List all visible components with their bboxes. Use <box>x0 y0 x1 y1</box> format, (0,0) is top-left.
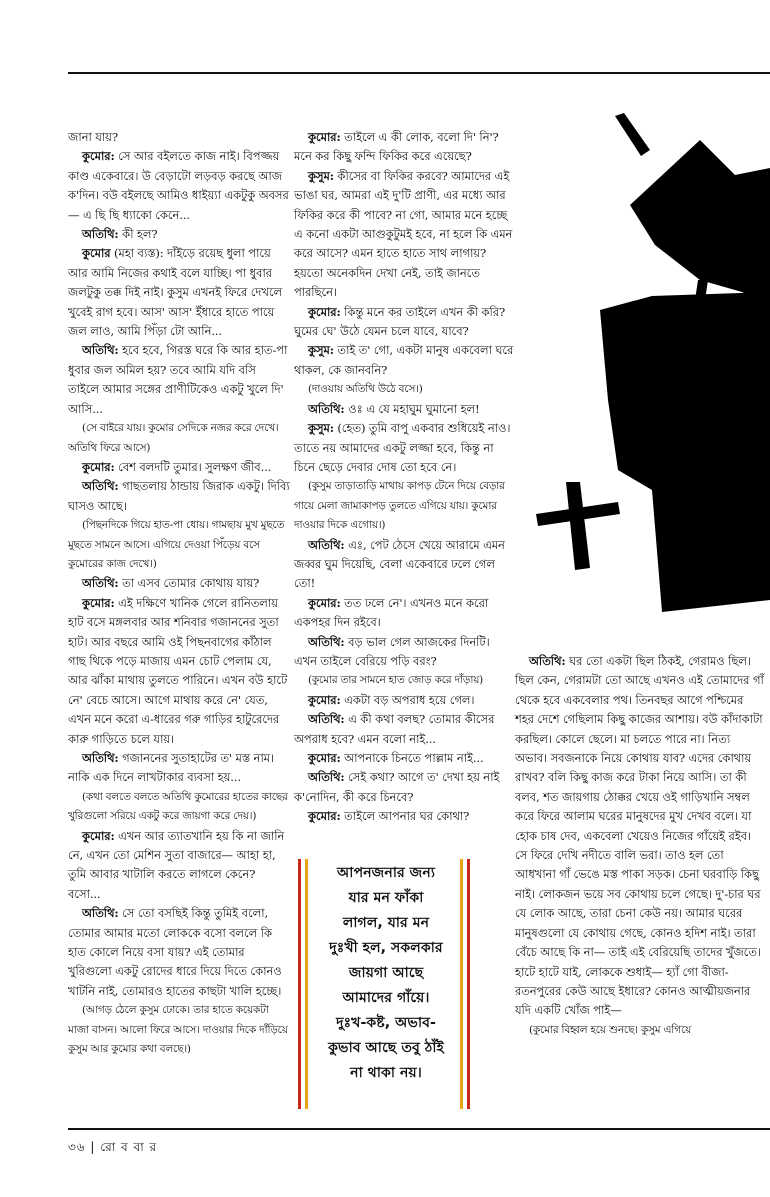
line-text: তত ঢলে নে'। এখনও মনে করো একপহর দিন রইবে। <box>294 595 489 630</box>
dialogue-line <box>294 710 514 749</box>
speaker-name: অতিথি: <box>82 343 119 358</box>
speaker-name: কুমোর: <box>308 130 341 144</box>
speaker-name: অতিথি: <box>82 906 119 921</box>
line-text: (সে বাইরে যায়। কুমোর সেদিকে নজর করে দেখে। অতিথি ফিরে আসে) <box>68 422 279 454</box>
speaker-name: অতিথি: <box>82 227 119 242</box>
speaker-name: অতিথি: <box>529 654 566 668</box>
dialogue-line <box>68 827 290 905</box>
dialogue-line <box>294 167 514 303</box>
dialogue-line <box>294 341 514 380</box>
speaker-name: কুমোর: <box>82 149 115 164</box>
bottom-rule <box>68 1128 770 1130</box>
pull-quote-stripe-red-right <box>467 859 470 1109</box>
dialogue-line <box>294 807 514 826</box>
speaker-name: কুমোর: <box>82 828 115 843</box>
line-text: সে তো বসছিই কিন্তু তুমিই বলো, তোমার আমার মতো লোককে বসো বললে কি হাত কোলে নিয়ে বসা যায়? এই তোমার খুরিগুলো একটু রোদের ধারে দিয়ে দিতে কোনও খাটনি নাই, তোমারও হাতের কাছটা খালি হচ্ছে। <box>68 906 282 998</box>
speaker-name: কুসুম: <box>308 343 334 358</box>
dialogue-line <box>294 419 514 477</box>
line-text: সেই কথা? আগে ত' দেখা হয় নাই ক'নোদিন, কী করে চিনবে? <box>294 770 500 804</box>
dialogue-line <box>294 768 514 807</box>
stage-direction <box>294 380 514 399</box>
line-text: তা এসব তোমার কোথায় যায়? <box>118 576 260 591</box>
line-text: (কথা বলতে বলতে অতিথি কুমোরের হাতের কাছের খুরিগুলো সরিয়ে একটু করে জায়গা করে দেয়।) <box>68 790 288 823</box>
page-footer <box>68 1139 157 1159</box>
stage-direction <box>294 477 514 535</box>
speaker-name: অতিথি: <box>308 634 345 649</box>
stage-direction <box>515 1021 765 1040</box>
line-text: তাইলে আপনার ঘর কোথা? <box>340 809 470 824</box>
dialogue-line <box>294 594 514 633</box>
dialogue-line <box>294 128 514 167</box>
speaker-name: অতিথি: <box>82 751 119 765</box>
speaker-name: কুসুম: <box>308 421 334 436</box>
line-text: এখন আর ত্যাতখানি হয় কি না জানি নে, এখন তো মেশিন সুতা বাজারে— আহা হা, তুমি আবার খাটালি করতে লাগলে কেনে? বসো... <box>68 828 285 901</box>
line-text: এ কী কথা বলছ? তোমার কীসের অপরাধ হবে? এমন বলো নাই... <box>294 712 495 746</box>
speaker-name: কুমোর <box>82 246 111 261</box>
speaker-name: কুমোর: <box>82 595 115 610</box>
dialogue-line <box>68 341 290 419</box>
magazine-name: রো ব বা র <box>100 1140 158 1154</box>
dialogue-line <box>68 147 290 225</box>
dialogue-line <box>68 225 290 244</box>
stage-direction <box>68 419 290 458</box>
dialogue-line <box>68 458 290 477</box>
line-text: এই দক্ষিণে খানিক গেলে রানিতলায় হাট বসে মঙ্গলবার আর শনিবার গজাননের সুতা হাট। আর বছরে আমি ওই পিছনবাগের কাঁঠাল গাছ থিকে পড়ে মাজায় এমন চোট পেলাম যে, আর ঝাঁকা মাথায় তুলতে পারিনে। এখন বউ হাটে নে' বেচে আসে। আগে মাথায় করে নে' যেত, এখন মনে করো এ-ধারের গরু গাড়ির হাটুরেদের কারু গাড়িতে চলে যায়। <box>68 595 288 746</box>
text-column-middle <box>294 128 514 827</box>
stage-direction <box>294 671 514 690</box>
dialogue-line <box>294 400 514 419</box>
line-text: কিন্তু মনে কর তাইলে এখন কী করি? ঘুমের ঘে' উঠে যেমন চলে যাবে, যাবে? <box>294 304 506 339</box>
line-text: কীসের বা ফিকির করবে? আমাদের এই ভাঙা ঘর, আমরা এই দু'টি প্রাণী, এর মধ্যে আর ফিকির করে কী পাবে? না গো, আমার মনে হচ্ছে এ কনো একটা আগুকুটুমই হবে, না হলে কি এমন করে আসে? এমন হাতে হাতে সাথ লাগায়? হয়তো অনেকদিন দেখা নেই, তাই জানতে পারছিনে। <box>294 168 513 300</box>
dialogue-line <box>68 904 290 1001</box>
stage-direction <box>68 788 290 827</box>
footer-separator: | <box>85 1140 101 1154</box>
speaker-name: কুমোর: <box>308 692 341 707</box>
line-text: হবে হবে, গিরস্ত ঘরে কি আর হাত-পা ধুবার জল অমিল হয়? তবে আমি যদি বসি তাইলে আমার সঙ্গের প্রাণীটিকেও একটু খুলে দি' আসি... <box>68 343 288 416</box>
dialogue-line <box>68 477 290 516</box>
stage-direction <box>68 1001 290 1059</box>
pull-quote-stripe-yellow-left <box>305 859 308 1109</box>
line-text: (পিছনদিকে গিয়ে হাত-পা ধোয়। গামছায় মুখ মুছতে মুছতে সামনে আসে। এগিয়ে দেওয়া পিঁড়েয় বসে কুমোরের কাজ দেখে।) <box>68 519 285 570</box>
dialogue-line <box>294 749 514 768</box>
line-text: আপনাকে চিনতে পাল্লাম নাই... <box>340 751 484 765</box>
stage-direction <box>68 516 290 574</box>
text-column-left <box>68 128 290 1060</box>
dialogue-line <box>294 303 514 342</box>
speaker-name: কুসুম: <box>308 168 334 183</box>
speaker-name: কুমোর: <box>308 809 341 824</box>
line-text: কী হল? <box>118 227 158 242</box>
line-text: সে আর বইলতে কাজ নাই। বিপজ্জয় কাণ্ড একেবারে। উ বেড়াটো লড়বড় করছে আজ ক'দিন। বউ বইলছে আমিও ধাইয়্যা একটুকু অবসর— এ ছি ছি ধ্যাকো কেনে... <box>68 149 289 222</box>
line-text: তাইলে এ কী লোক, বলো দি' নি'? মনে কর কিছু ফন্দি ফিকির করে এয়েছে? <box>294 130 499 164</box>
speaker-name: অতিথি: <box>82 576 119 591</box>
dialogue-line <box>294 633 514 672</box>
line-text: (আগড় ঠেলে কুসুম ঢোকে। তার হাতে কয়েকটা মাজা বাসন। আলো ফিরে আসে। দাওয়ার দিকে দাঁড়িয়ে কুসুম আর কুমোর কথা বলছে।) <box>68 1004 288 1056</box>
speaker-name: কুমোর: <box>308 304 341 319</box>
dialogue-line <box>68 244 290 341</box>
line-text: ঘর তো একটা ছিল ঠিকই, গেরামও ছিল। ছিল কেন, গেরামটা তো আছে এখনও এই তোমাদের গাঁ থেকে হবে একবেলার পথ। তিনবছর আগে পশ্চিমের শহর দেশে গেছিলাম কিছু কাজের আশায়। বউ কাঁদাকাটা করছিল। কোলে ছেলে। মা চলতে পারে না। নিত্য অভাব। সবজনাকে নিয়ে কোথায় যাব? এদের কোথায় রাখব? বলি কিছু কাজ করে টাকা নিয়ে আসি। তা কী বলব, শত জায়গায় ঠোক্কর খেয়ে ওই গাড়িখানি সম্বল করে ফিরে আলাম ঘরের মানুষদের মুখ দেখব বলে। যা হোক চাষ দেব, একবেলা খেয়েও নিজের গাঁয়েই রইব। সে ফিরে দেখি নদীতে বালি ভরা। তাও হল তো আধখানা গাঁ ভেঙে মস্ত পাকা সড়ক। চেনা ঘরবাড়ি কিছু নাই। লোকজন ভয়ে সব কোথায় চলে গেছে। দু'-চার ঘর যে লোক আছে, তারা চেনা কেউ নয়। আমার ঘরের মানুষগুলো যে কোথায় গেছে, কোনও হদিশ নাই। তারা বেঁচে আছে কি না— তাই এই বেরিয়েছি তাদের খুঁজতে। হাটে হাটে যাই, লোককে শুধাই— হ্যাঁ গো বীজা-রতনপুরের কেউ আছে ইধারে? কোনও আত্মীয়জনার যদি একটি খোঁজ পাই— <box>515 654 764 1018</box>
line-text: বড় ভাল গেল আজকের দিনটি। এখন তাইলে বেরিয়ে পড়ি বরং? <box>294 634 490 668</box>
page-number: ৩৬ <box>68 1140 86 1154</box>
dialogue-line <box>515 652 765 1021</box>
line-text: গাছতলায় ঠান্ডায় জিরাক একটু। দিব্যি ঘাসও আছে। <box>68 479 290 513</box>
line-text: (কুমোর বিহ্বল হয়ে শুনছে। কুসুম এগিয়ে <box>529 1023 692 1036</box>
line-text: (দাওয়ায় অতিথি উঠে বসে।) <box>308 383 423 396</box>
dialogue-line <box>68 749 290 788</box>
pull-quote-stripe-yellow-right <box>460 859 463 1109</box>
text-column-right <box>515 652 765 1040</box>
dialogue-line <box>68 594 290 749</box>
line-text: বেশ বলদটি তুমার। সুলক্ষণ জীব... <box>114 459 272 474</box>
line-text: ওঃ এ যে মহাঘুম ঘুমানো হল! <box>344 401 480 416</box>
speaker-name: অতিথি: <box>308 401 345 416</box>
speaker-name: অতিথি: <box>308 770 345 785</box>
line-text: তাই ত' গো, একটা মানুষ একবেলা ঘরে থাকল, কে জানবনি? <box>294 343 514 377</box>
line-text: (কুমোর তার সামনে হাত জোড় করে দাঁড়ায়) <box>308 674 484 687</box>
dialogue-line <box>294 691 514 710</box>
pull-quote <box>294 855 474 1113</box>
line-text: গজাননের সুতাহাটের ত' মস্ত নাম। নাকি এক দিনে লাখটাকার ব্যবসা হয়... <box>68 751 274 785</box>
pull-quote-text: আপনজনার জন্য যার মন ফাঁকা লাগল, যার মন দুঃখী হল, সকলকার জায়গা আছে আমাদের গাঁয়ে। দুঃখ-কষ্ট, অভাব-কুভাব আছে তবু ঠাঁই না থাকা নয়। <box>328 865 444 1081</box>
speaker-name: অতিথি: <box>82 479 119 494</box>
pull-quote-stripe-red-left <box>298 859 301 1109</box>
line-text: (হেত) তুমি বাপু একবার শুধিয়েই নাও। তাতে নয় আমাদের একটু লজ্জা হবে, কিন্তু না চিনে ছেড়ে দেবার দোষ তো হবে নে। <box>294 421 511 474</box>
speaker-name: অতিথি: <box>308 537 345 552</box>
speaker-name: কুমোর: <box>308 751 341 765</box>
line-text: একটা বড় অপরাধ হয়ে গেল। <box>340 692 475 707</box>
line-text: (কুসুম তাড়াতাড়ি মাথায় কাপড় টেনে দিয়ে বেড়ার গায়ে মেলা জামাকাপড় তুলতে এগিয়ে যায়। কুমোর দাওয়ার দিকে এগোয়।) <box>294 480 505 532</box>
speaker-name: কুমোর: <box>308 595 341 610</box>
line-text: জানা যায়? <box>68 130 118 144</box>
line-text: এঃ, পেট ঠেসে খেয়ে আরামে এমন জব্বর ঘুম দিয়েছি, বেলা একেবারে ঢলে গেল তো! <box>294 537 505 591</box>
dialogue-line <box>68 128 290 147</box>
dialogue-line <box>68 574 290 593</box>
speaker-name: অতিথি: <box>308 712 345 727</box>
speaker-name: কুমোর: <box>82 459 115 474</box>
line-text: (মহা ব্যস্ত): দাঁইড়ে রয়েছ ধুলা পায়ে আর আমি নিজের কথাই বলে যাচ্ছি। পা ধুবার জলটুকু তক্ক দিই নাই। কুসুম এখনই ফিরে দেখলে খুবেই রাগ হবে। আস' আস' ইঁধারে হাতে পায়ে জল লাও, আমি পিঁড়া টো আনি... <box>68 246 282 339</box>
dialogue-line <box>294 536 514 594</box>
